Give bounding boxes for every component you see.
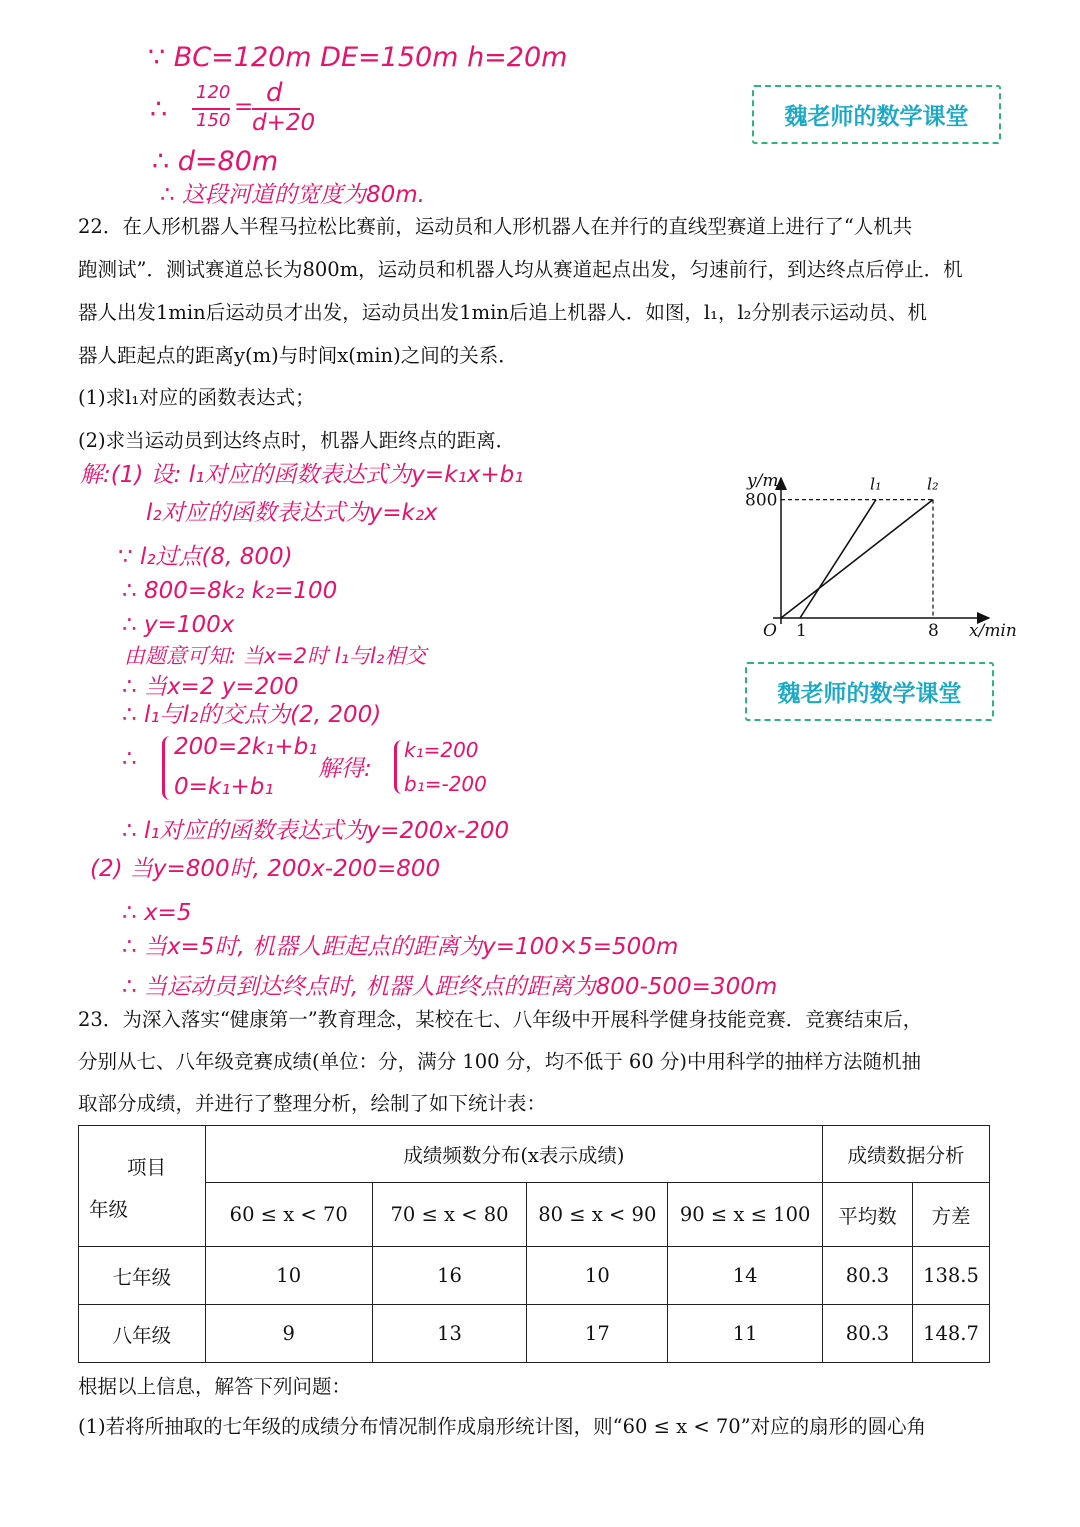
sol-line-5: ∴ y=100x bbox=[122, 612, 235, 638]
sol-solved-eq-1: k₁=200 bbox=[404, 738, 479, 762]
sol-system-eq-1: 200=2k₁+b₁ bbox=[174, 734, 318, 760]
range-header: 90 ≤ x ≤ 100 bbox=[668, 1183, 823, 1247]
series-line-1 bbox=[800, 500, 876, 618]
sol-line-2: l₂对应的函数表达式为y=k₂x bbox=[146, 500, 438, 526]
table-row bbox=[79, 1305, 990, 1363]
score-table bbox=[78, 1125, 990, 1363]
x-tick-label: 8 bbox=[928, 621, 939, 641]
count-cell: 9 bbox=[205, 1305, 372, 1363]
count-cell: 11 bbox=[668, 1305, 823, 1363]
ratio-prefix: ∴ bbox=[150, 94, 168, 125]
y-tick-label: 800 bbox=[745, 490, 778, 511]
variance-cell: 148.7 bbox=[912, 1305, 989, 1363]
analysis-header: 成绩数据分析 bbox=[823, 1126, 990, 1183]
sol-system-prefix: ∴ bbox=[122, 746, 137, 772]
count-cell: 10 bbox=[527, 1247, 668, 1305]
mean-cell: 80.3 bbox=[823, 1305, 913, 1363]
ratio-left-den: 150 bbox=[196, 110, 231, 131]
x-tick-label: 1 bbox=[796, 621, 807, 641]
sol-line-1: 解:(1) 设: l₁对应的函数表达式为y=k₁x+b₁ bbox=[80, 462, 524, 488]
conclusion-line: ∴ 这段河道的宽度为80m. bbox=[160, 182, 425, 208]
q22-part-2: (2)求当运动员到达终点时，机器人距终点的距离． bbox=[78, 429, 516, 452]
q22-part-1: (1)求l₁对应的函数表达式； bbox=[78, 386, 315, 409]
q22-line-4: 器人距起点的距离y(m)与时间x(min)之间的关系． bbox=[78, 344, 518, 367]
table-corner bbox=[79, 1126, 206, 1247]
y-axis-label: y/m bbox=[747, 471, 779, 491]
variance-cell: 138.5 bbox=[912, 1247, 989, 1305]
sol-solved-label: 解得: bbox=[318, 756, 372, 782]
sol-solved-eq-2: b₁=-200 bbox=[404, 772, 487, 796]
count-cell: 17 bbox=[527, 1305, 668, 1363]
sol-line-14: ∴ 当x=5时, 机器人距起点的距离为y=100×5=500m bbox=[122, 934, 679, 960]
variance-header: 方差 bbox=[912, 1183, 989, 1247]
origin-label: O bbox=[763, 621, 777, 641]
sol-line-4: ∴ 800=8k₂ k₂=100 bbox=[122, 578, 338, 604]
series-line-2 bbox=[781, 500, 933, 618]
count-cell: 13 bbox=[372, 1305, 527, 1363]
badge-middle: 魏老师的数学课堂 bbox=[745, 662, 994, 721]
range-header: 60 ≤ x < 70 bbox=[205, 1183, 372, 1247]
table-corner-top: 项目 bbox=[127, 1156, 167, 1179]
ratio-left-num: 120 bbox=[196, 82, 231, 103]
sol-line-8: ∴ l₁与l₂的交点为(2, 200) bbox=[122, 702, 382, 728]
mean-header: 平均数 bbox=[823, 1183, 913, 1247]
x-axis-label: x/min bbox=[969, 621, 1017, 641]
distance-time-graph bbox=[735, 470, 1017, 650]
table-corner-bottom: 年级 bbox=[89, 1198, 129, 1221]
q22-line-2: 跑测试”．测试赛道总长为800m，运动员和机器人均从赛道起点出发，匀速前行，到达终点后停止．机 bbox=[78, 258, 963, 281]
sol-line-12: (2) 当y=800时, 200x-200=800 bbox=[90, 856, 441, 882]
series-label-1: l₁ bbox=[870, 474, 882, 494]
ratio-right-den: d+20 bbox=[252, 110, 316, 136]
count-cell: 16 bbox=[372, 1247, 527, 1305]
q23-line-3: 取部分成绩，并进行了整理分析，绘制了如下统计表： bbox=[78, 1092, 547, 1115]
d-value-line: ∴ d=80m bbox=[152, 146, 279, 177]
ratio-equation bbox=[190, 78, 320, 136]
grade-cell: 八年级 bbox=[79, 1305, 206, 1363]
q23-line-1: 23．为深入落实“健康第一”教育理念，某校在七、八年级中开展科学健身技能竞赛．竞赛结束后， bbox=[78, 1008, 923, 1031]
q22-line-3: 器人出发1min后运动员才出发，运动员出发1min后追上机器人．如图，l₁，l₂分别表示运动员、机 bbox=[78, 301, 927, 324]
sol-line-15: ∴ 当运动员到达终点时, 机器人距终点的距离为800-500=300m bbox=[122, 974, 778, 1000]
q23-part-1: (1)若将所抽取的七年级的成绩分布情况制作成扇形统计图，则“60 ≤ x < 70”对应的扇形的圆心角 bbox=[78, 1415, 927, 1438]
sol-system-eq-2: 0=k₁+b₁ bbox=[174, 774, 274, 800]
given-line: ∵ BC=120m DE=150m h=20m bbox=[148, 42, 568, 73]
mean-cell: 80.3 bbox=[823, 1247, 913, 1305]
table-row bbox=[79, 1247, 990, 1305]
q23-after-table: 根据以上信息，解答下列问题： bbox=[78, 1375, 352, 1398]
sol-line-6: 由题意可知: 当x=2时 l₁与l₂相交 bbox=[124, 644, 427, 668]
sol-line-13: ∴ x=5 bbox=[122, 900, 192, 926]
range-header: 70 ≤ x < 80 bbox=[372, 1183, 527, 1247]
sol-line-3: ∵ l₂过点(8, 800) bbox=[118, 544, 293, 570]
ratio-right-num: d bbox=[266, 78, 283, 108]
dist-header: 成绩频数分布(x表示成绩) bbox=[205, 1126, 822, 1183]
count-cell: 14 bbox=[668, 1247, 823, 1305]
range-header: 80 ≤ x < 90 bbox=[527, 1183, 668, 1247]
ratio-equals: = bbox=[234, 94, 254, 120]
sol-line-7: ∴ 当x=2 y=200 bbox=[122, 674, 299, 700]
sol-line-11: ∴ l₁对应的函数表达式为y=200x-200 bbox=[122, 818, 510, 844]
q22-line-1: 22．在人形机器人半程马拉松比赛前，运动员和人形机器人在并行的直线型赛道上进行了“人机共 bbox=[78, 215, 913, 238]
q23-line-2: 分别从七、八年级竞赛成绩(单位：分，满分 100 分，均不低于 60 分)中用科学的抽样方法随机抽 bbox=[78, 1050, 922, 1073]
badge-top: 魏老师的数学课堂 bbox=[752, 85, 1001, 144]
series-label-2: l₂ bbox=[927, 474, 939, 494]
count-cell: 10 bbox=[205, 1247, 372, 1305]
grade-cell: 七年级 bbox=[79, 1247, 206, 1305]
